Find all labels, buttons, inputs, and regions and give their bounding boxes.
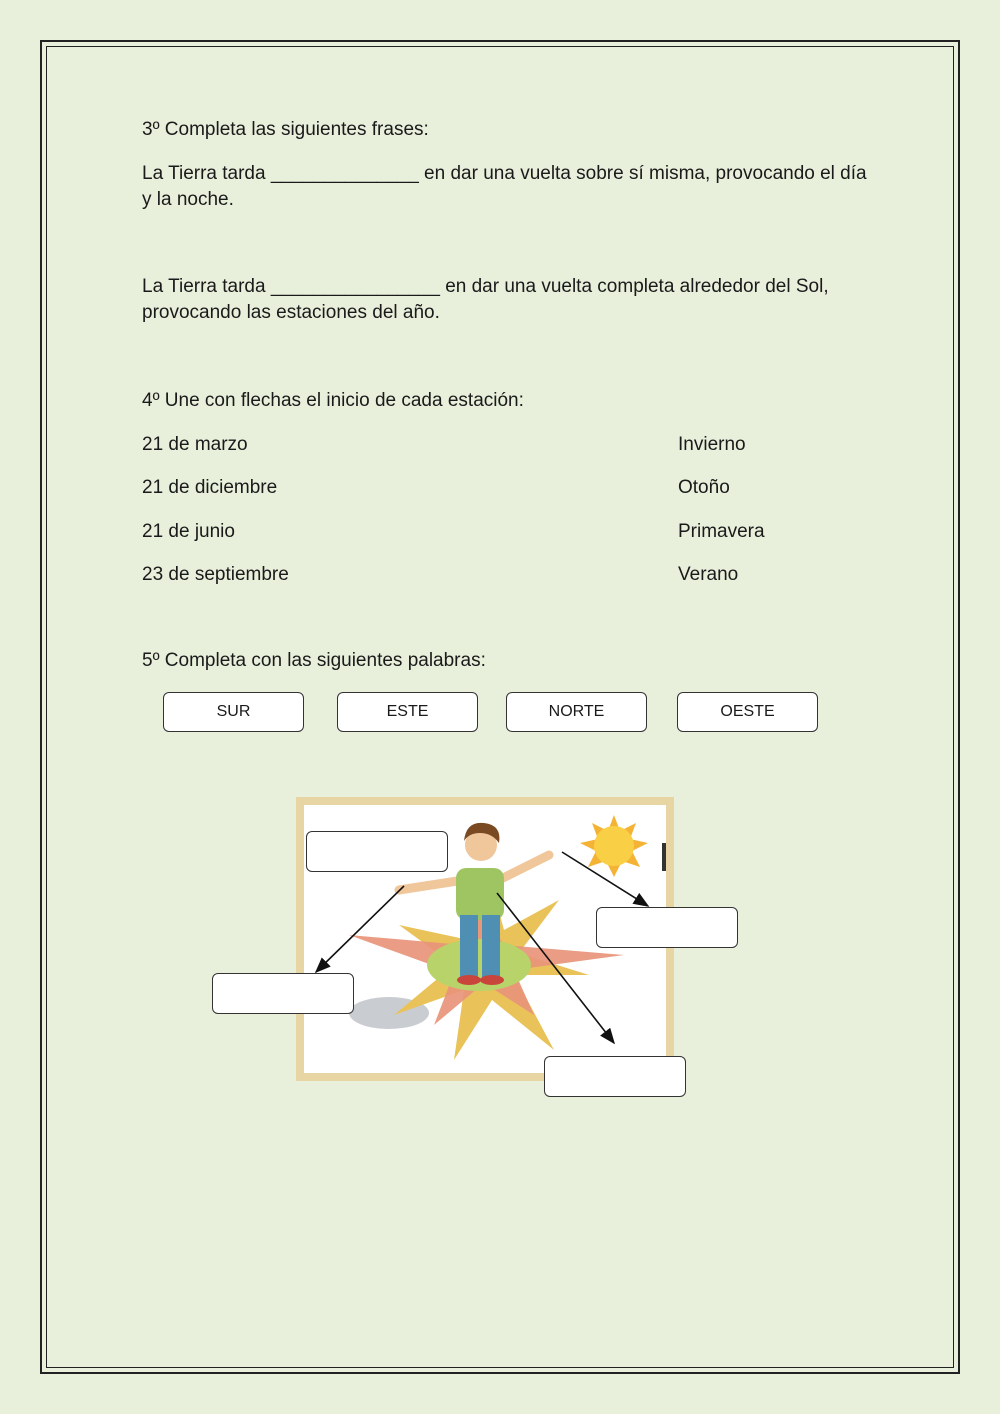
season-item[interactable]: Otoño — [678, 477, 730, 498]
exercise3-heading: 3º Completa las siguientes frases: — [142, 119, 429, 140]
exercise4-heading: 4º Une con flechas el inicio de cada estación: — [142, 390, 524, 411]
word-card-norte[interactable]: NORTE — [506, 692, 647, 732]
season-item[interactable]: Invierno — [678, 434, 746, 455]
exercise3-sentence1-line2: y la noche. — [142, 189, 234, 210]
answer-box-bottom[interactable] — [544, 1056, 686, 1097]
date-item[interactable]: 21 de junio — [142, 521, 235, 542]
exercise3-sentence2-line1: La Tierra tarda ________________ en dar una vuelta completa alrededor del Sol, — [142, 276, 829, 297]
date-item[interactable]: 23 de septiembre — [142, 564, 289, 585]
season-item[interactable]: Verano — [678, 564, 739, 585]
exercise3-sentence1-line1: La Tierra tarda ______________ en dar una vuelta sobre sí misma, provocando el día — [142, 163, 867, 184]
exercise3-sentence2-line2: provocando las estaciones del año. — [142, 302, 440, 323]
word-card-oeste[interactable]: OESTE — [677, 692, 818, 732]
answer-box-top[interactable] — [306, 831, 448, 872]
season-item[interactable]: Primavera — [678, 521, 765, 542]
word-card-sur[interactable]: SUR — [163, 692, 304, 732]
image-edge-mark — [662, 843, 666, 871]
answer-box-right[interactable] — [596, 907, 738, 948]
green-circle — [427, 939, 531, 991]
sun-icon — [580, 815, 648, 877]
date-item[interactable]: 21 de diciembre — [142, 477, 278, 498]
word-card-este[interactable]: ESTE — [337, 692, 478, 732]
date-item[interactable]: 21 de marzo — [142, 434, 248, 455]
exercise5-heading: 5º Completa con las siguientes palabras: — [142, 650, 486, 671]
answer-box-left[interactable] — [212, 973, 354, 1014]
